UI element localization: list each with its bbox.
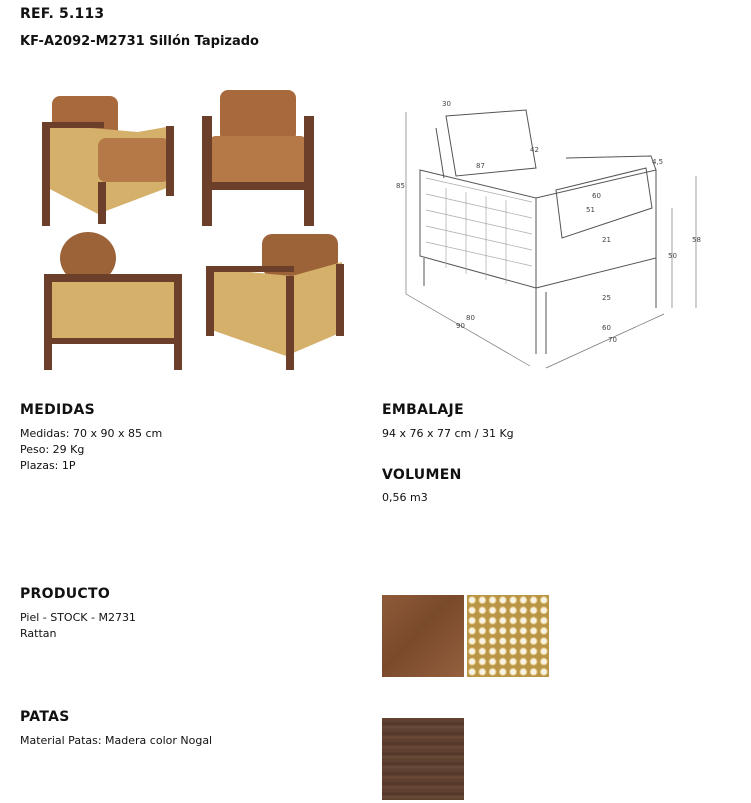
dim-label: 80 — [466, 314, 475, 322]
dim-label: 4,5 — [652, 158, 664, 166]
medidas-weight: Peso: 29 Kg — [20, 443, 85, 456]
patas-heading: PATAS — [20, 709, 70, 725]
dim-label: 90 — [456, 322, 465, 330]
walnut-wood-swatch — [382, 718, 464, 800]
dim-label: 51 — [586, 206, 595, 214]
dim-label: 42 — [530, 146, 539, 154]
embalaje-heading: EMBALAJE — [382, 402, 464, 418]
volumen-heading: VOLUMEN — [382, 467, 462, 483]
dim-label: 58 — [692, 236, 701, 244]
producto-material: Piel - STOCK - M2731 — [20, 611, 136, 624]
medidas-seats: Plazas: 1P — [20, 459, 76, 472]
technical-drawing — [396, 98, 706, 374]
armchair-photo-front — [200, 86, 320, 226]
producto-heading: PRODUCTO — [20, 586, 111, 602]
producto-details — [20, 610, 136, 642]
dim-label: 50 — [668, 252, 677, 260]
patas-material: Material Patas: Madera color Nogal — [20, 734, 213, 747]
reference-number: REF. 5.113 — [20, 6, 105, 22]
dim-label: 70 — [608, 336, 617, 344]
leather-swatch — [382, 595, 464, 677]
dim-label: 85 — [396, 182, 405, 190]
producto-material: Rattan — [20, 627, 57, 640]
medidas-heading: MEDIDAS — [20, 402, 95, 418]
volumen-value: 0,56 m3 — [382, 491, 428, 504]
dim-label: 25 — [602, 294, 611, 302]
dim-label: 87 — [476, 162, 485, 170]
dim-label: 60 — [602, 324, 611, 332]
medidas-details — [20, 426, 162, 474]
product-title: KF-A2092-M2731 Sillón Tapizado — [20, 34, 259, 49]
dim-label: 21 — [602, 236, 611, 244]
rattan-swatch — [467, 595, 549, 677]
armchair-photo-side — [40, 230, 185, 370]
armchair-photo-front-left — [38, 86, 178, 226]
dim-label: 30 — [442, 100, 451, 108]
embalaje-value: 94 x 76 x 77 cm / 31 Kg — [382, 427, 514, 440]
dim-label: 60 — [592, 192, 601, 200]
medidas-dimensions: Medidas: 70 x 90 x 85 cm — [20, 427, 163, 440]
armchair-photo-back — [202, 232, 347, 372]
